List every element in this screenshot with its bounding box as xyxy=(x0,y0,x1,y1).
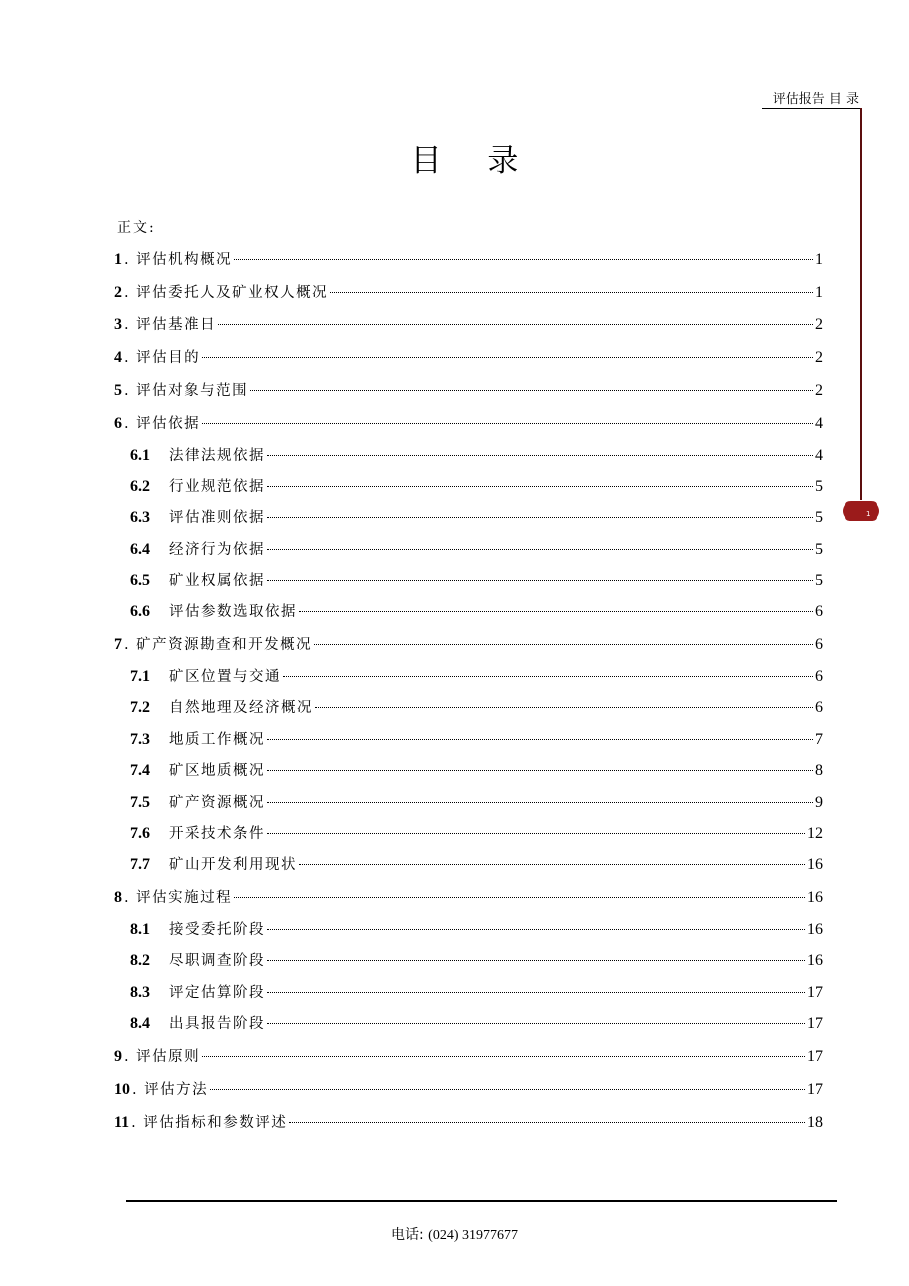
toc-leader-dots xyxy=(314,644,813,645)
toc-leader-dots xyxy=(330,292,813,293)
toc-entry-page: 2 xyxy=(815,382,823,399)
toc-entry-title: 评估原则 xyxy=(136,1049,201,1065)
toc-entry-page: 5 xyxy=(815,541,823,558)
page-title: 目 录 xyxy=(410,143,537,179)
toc-entry-number: 8.1 xyxy=(130,921,150,938)
toc-entry-number: 6.2 xyxy=(130,478,150,495)
toc-entry-page: 6 xyxy=(815,636,823,653)
toc-entry-page: 17 xyxy=(807,984,823,1001)
toc-entry-number: 6.5 xyxy=(130,572,150,589)
toc-entry-separator: . xyxy=(132,1082,139,1098)
toc-leader-dots xyxy=(267,455,813,456)
toc-entry-separator: . xyxy=(124,637,131,653)
toc-entry[interactable] xyxy=(114,1078,823,1104)
toc-entry-title: 矿山开发利用现状 xyxy=(169,857,297,873)
toc-entry-page: 16 xyxy=(807,889,823,906)
toc-entry-separator: . xyxy=(124,416,131,432)
toc-entry-title: 接受委托阶段 xyxy=(169,922,265,938)
toc-entry-page: 5 xyxy=(815,509,823,526)
toc-entry-separator: . xyxy=(124,383,131,399)
toc-entry-title: 矿区地质概况 xyxy=(169,763,265,779)
toc-leader-dots xyxy=(299,864,805,865)
toc-entry-title: 评估对象与范围 xyxy=(136,383,249,399)
toc-entry-title: 经济行为依据 xyxy=(169,542,265,558)
toc-entry[interactable] xyxy=(130,791,823,817)
toc-entry[interactable] xyxy=(130,949,823,975)
toc-entry-page: 7 xyxy=(815,731,823,748)
toc-leader-dots xyxy=(202,423,813,424)
toc-entry-title: 评估基准日 xyxy=(136,317,217,333)
toc-entry-number: 7.1 xyxy=(130,668,150,685)
toc-entry-title: 评估准则依据 xyxy=(169,510,265,526)
toc-entry[interactable] xyxy=(130,506,823,532)
toc-entry-page: 5 xyxy=(815,572,823,589)
toc-entry[interactable] xyxy=(130,444,823,470)
toc-entry-separator: . xyxy=(124,285,131,301)
toc-leader-dots xyxy=(202,1056,805,1057)
phone-number: (024) 31977677 xyxy=(428,1228,518,1243)
toc-leader-dots xyxy=(267,580,813,581)
toc-entry-page: 6 xyxy=(815,603,823,620)
toc-entry-title: 评估机构概况 xyxy=(136,252,233,268)
phone-label: 电话: xyxy=(391,1227,424,1243)
toc-entry[interactable] xyxy=(130,918,823,944)
toc-entry-title: 行业规范依据 xyxy=(169,479,265,495)
toc-entry[interactable] xyxy=(114,1045,823,1071)
toc-entry-number: 10 xyxy=(114,1081,130,1098)
toc-entry-title: 评估指标和参数评述 xyxy=(143,1115,288,1131)
toc-entry-page: 6 xyxy=(815,668,823,685)
toc-leader-dots xyxy=(289,1122,805,1123)
toc-leader-dots xyxy=(218,324,813,325)
toc-entry[interactable] xyxy=(130,665,823,691)
toc-entry-page: 1 xyxy=(815,284,823,301)
toc-entry-title: 矿区位置与交通 xyxy=(169,669,281,685)
toc-entry-number: 7.7 xyxy=(130,856,150,873)
toc-entry-page: 16 xyxy=(807,952,823,969)
toc-entry-page: 17 xyxy=(807,1048,823,1065)
tab-marker-label: 1 xyxy=(866,510,871,518)
toc-entry-title: 评估委托人及矿业权人概况 xyxy=(136,285,329,301)
toc-entry-page: 2 xyxy=(815,349,823,366)
toc-entry[interactable] xyxy=(130,569,823,595)
toc-entry-number: 6.6 xyxy=(130,603,150,620)
toc-leader-dots xyxy=(250,390,813,391)
toc-entry-title: 矿业权属依据 xyxy=(169,573,265,589)
toc-entry-number: 3 xyxy=(114,316,122,333)
toc-entry-title: 评估目的 xyxy=(136,350,201,366)
toc-entry[interactable] xyxy=(114,281,823,307)
toc-entry-page: 18 xyxy=(807,1114,823,1131)
toc-entry-number: 1 xyxy=(114,251,122,268)
toc-entry-title: 评定估算阶段 xyxy=(169,985,265,1001)
toc-entry-number: 8.2 xyxy=(130,952,150,969)
toc-leader-dots xyxy=(234,897,805,898)
toc-leader-dots xyxy=(267,802,813,803)
toc-leader-dots xyxy=(267,517,813,518)
toc-entry-title: 评估依据 xyxy=(136,416,201,432)
toc-entry-title: 出具报告阶段 xyxy=(169,1016,265,1032)
toc-entry-page: 16 xyxy=(807,921,823,938)
toc-entry-number: 4 xyxy=(114,349,122,366)
toc-entry-number: 5 xyxy=(114,382,122,399)
toc-entry-page: 6 xyxy=(815,699,823,716)
toc-entry-number: 6.4 xyxy=(130,541,150,558)
toc-entry[interactable] xyxy=(130,981,823,1007)
toc-leader-dots xyxy=(299,611,813,612)
toc-entry[interactable] xyxy=(114,633,823,659)
toc-entry-title: 评估实施过程 xyxy=(136,890,233,906)
toc-entry-page: 16 xyxy=(807,856,823,873)
toc-leader-dots xyxy=(267,992,805,993)
toc-entry-number: 7.5 xyxy=(130,794,150,811)
toc-entry-title: 矿产资源勘查和开发概况 xyxy=(136,637,313,653)
toc-entry-page: 9 xyxy=(815,794,823,811)
toc-entry[interactable] xyxy=(114,379,823,405)
toc-leader-dots xyxy=(267,1023,805,1024)
toc-entry-separator: . xyxy=(124,890,131,906)
section-label: 正文: xyxy=(117,220,156,236)
toc-entry-number: 8.4 xyxy=(130,1015,150,1032)
toc-entry-page: 12 xyxy=(807,825,823,842)
toc-entry-title: 评估参数选取依据 xyxy=(169,604,297,620)
toc-entry-page: 4 xyxy=(815,415,823,432)
footer xyxy=(0,1224,909,1244)
toc-entry-title: 尽职调查阶段 xyxy=(169,953,265,969)
toc-entry[interactable] xyxy=(130,600,823,626)
toc-entry-number: 11 xyxy=(114,1114,130,1131)
toc-entry-separator: . xyxy=(124,1049,131,1065)
toc-leader-dots xyxy=(267,833,805,834)
toc-entry[interactable] xyxy=(130,475,823,501)
toc-entry[interactable] xyxy=(114,313,823,339)
toc-entry-page: 17 xyxy=(807,1081,823,1098)
toc-entry-title: 法律法规依据 xyxy=(169,448,265,464)
toc-entry-page: 1 xyxy=(815,251,823,268)
toc-leader-dots xyxy=(234,259,813,260)
toc-entry-title: 评估方法 xyxy=(144,1082,209,1098)
toc-leader-dots xyxy=(202,357,813,358)
toc-entry[interactable] xyxy=(130,1012,823,1038)
toc-entry-page: 5 xyxy=(815,478,823,495)
toc-entry-number: 6 xyxy=(114,415,122,432)
toc-entry-title: 自然地理及经济概况 xyxy=(169,700,313,716)
toc-entry[interactable] xyxy=(130,822,823,848)
toc-entry-page: 4 xyxy=(815,447,823,464)
toc-entry-number: 6.1 xyxy=(130,447,150,464)
toc-entry-title: 矿产资源概况 xyxy=(169,795,265,811)
toc-entry-page: 8 xyxy=(815,762,823,779)
toc-entry-number: 9 xyxy=(114,1048,122,1065)
toc-entry-number: 7.4 xyxy=(130,762,150,779)
toc-entry[interactable] xyxy=(114,412,823,438)
toc-leader-dots xyxy=(267,486,813,487)
toc-entry-number: 2 xyxy=(114,284,122,301)
toc-leader-dots xyxy=(267,929,805,930)
toc-entry[interactable] xyxy=(130,538,823,564)
toc-leader-dots xyxy=(267,960,805,961)
toc-entry-title: 地质工作概况 xyxy=(169,732,265,748)
toc-entry-number: 7.2 xyxy=(130,699,150,716)
toc-leader-dots xyxy=(267,739,813,740)
toc-entry-number: 7.3 xyxy=(130,731,150,748)
toc-entry[interactable] xyxy=(130,759,823,785)
toc-entry[interactable] xyxy=(130,853,823,879)
toc-leader-dots xyxy=(267,549,813,550)
toc-entry-number: 6.3 xyxy=(130,509,150,526)
toc-entry-number: 8.3 xyxy=(130,984,150,1001)
toc-leader-dots xyxy=(283,676,813,677)
toc-entry-separator: . xyxy=(124,252,131,268)
toc-entry-number: 8 xyxy=(114,889,122,906)
toc-leader-dots xyxy=(210,1089,805,1090)
toc-entry[interactable] xyxy=(114,1111,823,1137)
toc-entry-number: 7.6 xyxy=(130,825,150,842)
toc-entry-separator: . xyxy=(124,317,131,333)
header-label: 评估报告 目 录 xyxy=(772,92,859,107)
toc-entry[interactable] xyxy=(114,248,823,274)
toc-entry[interactable] xyxy=(130,728,823,754)
footer-rule xyxy=(126,1200,837,1202)
toc-entry-title: 开采技术条件 xyxy=(169,826,265,842)
toc-entry[interactable] xyxy=(130,696,823,722)
toc-entry-separator: . xyxy=(124,350,131,366)
toc-entry-page: 2 xyxy=(815,316,823,333)
toc-entry[interactable] xyxy=(114,346,823,372)
toc-leader-dots xyxy=(267,770,813,771)
toc-entry-separator: . xyxy=(131,1115,138,1131)
toc-leader-dots xyxy=(315,707,813,708)
toc-entry-page: 17 xyxy=(807,1015,823,1032)
toc-entry-number: 7 xyxy=(114,636,122,653)
toc-entry[interactable] xyxy=(114,886,823,912)
